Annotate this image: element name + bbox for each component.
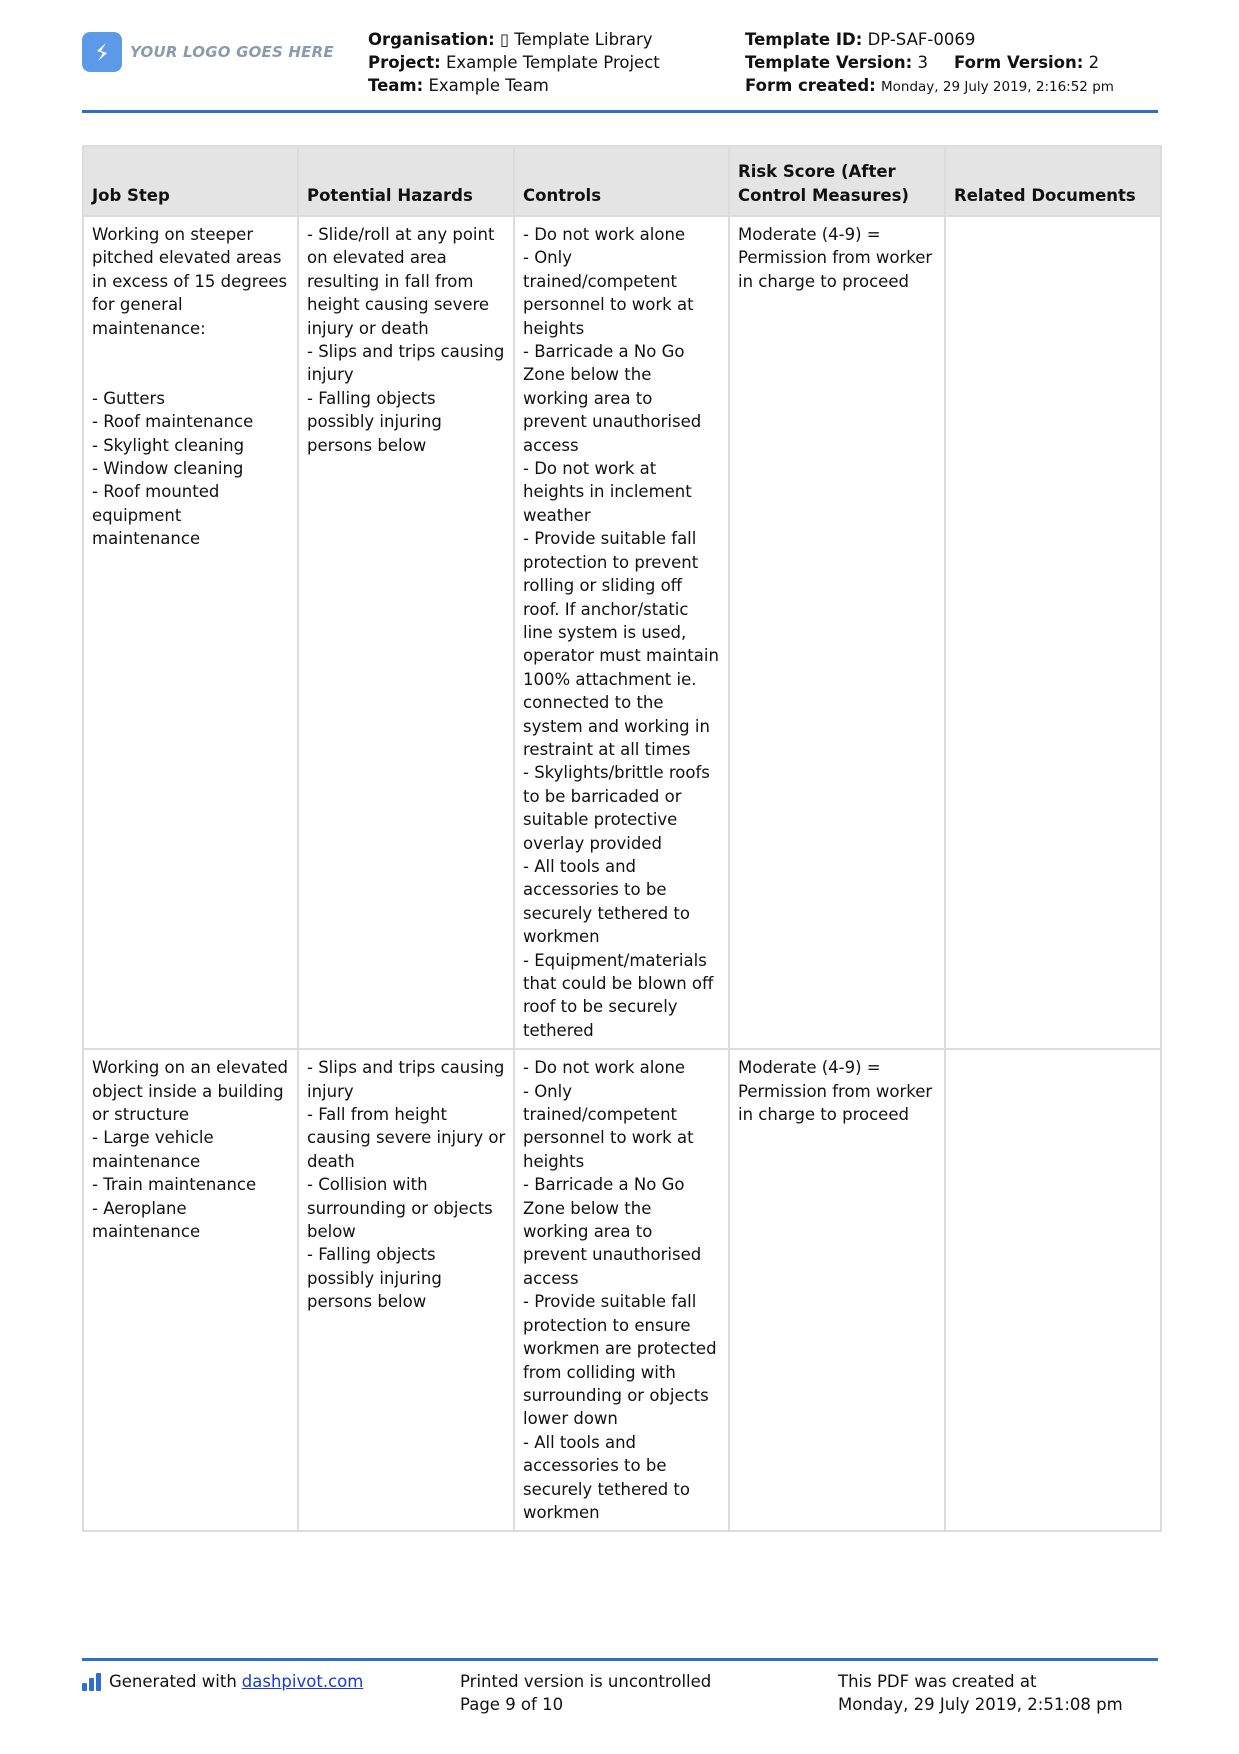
project-line [368, 51, 660, 74]
dashpivot-link[interactable]: dashpivot.com [241, 1672, 364, 1691]
risk-assessment-table [82, 145, 1162, 1532]
col-header-risk-score: Risk Score (After Control Measures) [729, 146, 945, 216]
footer-divider [82, 1658, 1158, 1661]
form-version-label: Form Version: [953, 53, 1084, 72]
table-row [83, 216, 1161, 1049]
template-id-line [745, 28, 1114, 51]
template-id-label: Template ID: [745, 30, 863, 49]
team-line [368, 74, 660, 97]
header-divider [82, 110, 1158, 113]
form-created-label: Form created: [745, 76, 876, 95]
header-meta-left [368, 28, 660, 97]
pdf-created-value: Monday, 29 July 2019, 2:51:08 pm [838, 1695, 1123, 1714]
footer-middle [460, 1670, 711, 1716]
dashpivot-bars-icon [82, 1673, 101, 1691]
related-documents-cell [945, 1049, 1161, 1531]
company-logo [82, 32, 334, 72]
generated-prefix: Generated with [109, 1672, 237, 1691]
col-header-controls: Controls [514, 146, 729, 216]
version-line [745, 51, 1114, 74]
risk-score-cell: Moderate (4-9) = Permission from worker in charge to proceed [729, 216, 945, 1049]
organisation-line [368, 28, 660, 51]
footer-right [838, 1670, 1123, 1716]
project-value: Example Template Project [445, 53, 660, 72]
uncontrolled-notice: Printed version is uncontrolled [460, 1672, 712, 1691]
organisation-value: ▯ Template Library [499, 30, 653, 49]
controls-cell: - Do not work alone - Only trained/competent personnel to work at heights - Barricade a No Go Zone below the working area to prevent unauthorised access - Provide suitable fall protection to ensure workmen are protected from colliding with surrounding or objects lower down - All tools and accessories to be securely tethered to workmen [514, 1049, 729, 1531]
col-header-related-documents: Related Documents [945, 146, 1161, 216]
page-number: Page 9 of 10 [460, 1695, 564, 1714]
template-id-value: DP-SAF-0069 [867, 30, 976, 49]
form-version-value: 2 [1088, 53, 1100, 72]
form-created-line [745, 74, 1114, 99]
generated-with [82, 1670, 363, 1693]
form-created-value: Monday, 29 July 2019, 2:16:52 pm [881, 79, 1114, 95]
pdf-created-label: This PDF was created at [838, 1672, 1037, 1691]
team-value: Example Team [428, 76, 549, 95]
col-header-potential-hazards: Potential Hazards [298, 146, 514, 216]
risk-score-cell: Moderate (4-9) = Permission from worker in charge to proceed [729, 1049, 945, 1531]
project-label: Project: [368, 53, 441, 72]
hazards-cell: - Slide/roll at any point on elevated area resulting in fall from height causing severe injury or death - Slips and trips causing injury - Falling objects possibly injuring persons below [298, 216, 514, 1049]
header-meta-right [745, 28, 1114, 99]
job-step-cell: Working on steeper pitched elevated areas in excess of 15 degrees for general maintenance: - Gutters - Roof maintenance - Skylight cleaning - Window cleaning - Roof mounted equipment maintenance [83, 216, 298, 1049]
organisation-label: Organisation: [368, 30, 495, 49]
template-version-value: 3 [917, 53, 928, 72]
table-row [83, 1049, 1161, 1531]
hazards-cell: - Slips and trips causing injury - Fall from height causing severe injury or death - Collision with surrounding or objects below - Falling objects possibly injuring persons below [298, 1049, 514, 1531]
document-header [82, 28, 1162, 112]
logo-icon [82, 32, 122, 72]
logo-text: YOUR LOGO GOES HERE [130, 43, 334, 61]
table-header-row [83, 146, 1161, 216]
team-label: Team: [368, 76, 424, 95]
job-step-cell: Working on an elevated object inside a building or structure - Large vehicle maintenance - Train maintenance - Aeroplane maintenance [83, 1049, 298, 1531]
controls-cell: - Do not work alone - Only trained/competent personnel to work at heights - Barricade a No Go Zone below the working area to prevent unauthorised access - Do not work at heights in inclement weather - Provide suitable fall protection to prevent rolling or sliding off roof. If anchor/static line system is used, operator must maintain 100% attachment ie. connected to the system and working in restraint at all times - Skylights/brittle roofs to be barricaded or suitable protective overlay provided - All tools and accessories to be securely tethered to workmen - Equipment/materials that could be blown off roof to be securely tethered [514, 216, 729, 1049]
template-version-label: Template Version: [745, 53, 913, 72]
col-header-job-step: Job Step [83, 146, 298, 216]
related-documents-cell [945, 216, 1161, 1049]
